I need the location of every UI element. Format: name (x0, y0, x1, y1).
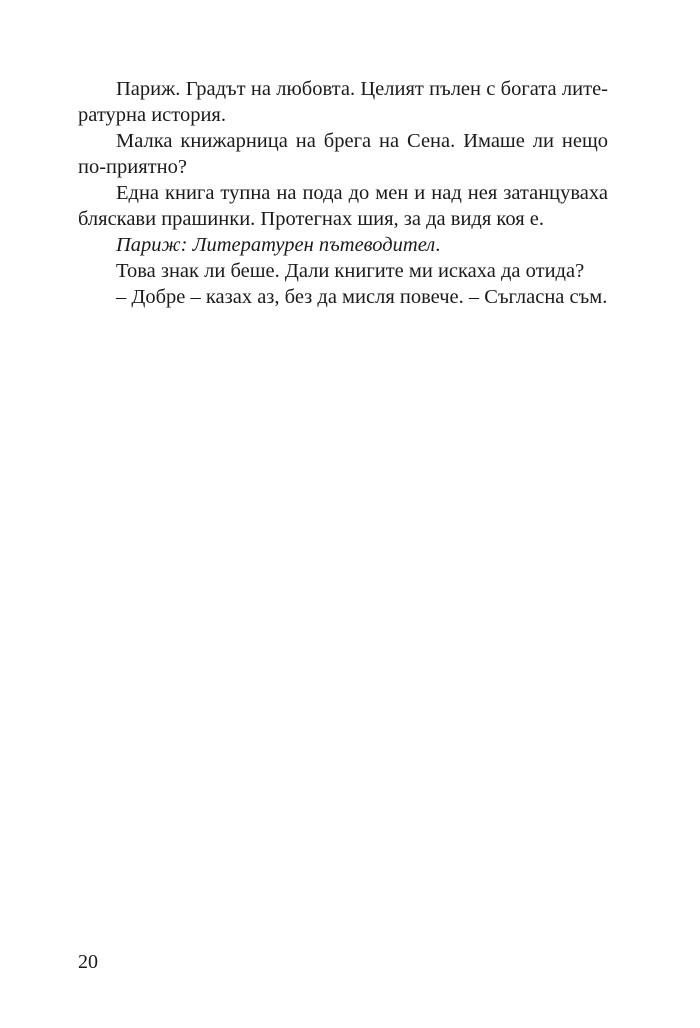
book-title: Париж: Литературен пътеводител (116, 234, 436, 256)
text-line: по-приятно? (78, 156, 187, 178)
paragraph-bookshop (78, 128, 608, 180)
paragraph-book-title (78, 232, 608, 258)
paragraph-dialogue (78, 284, 608, 310)
title-period: . (435, 234, 441, 256)
text-line: – Добре – казах аз, без да мисля повече. – Съгласна съм. (116, 286, 608, 308)
text-line: Париж. Градът на любовта. Целият пълен с богата лите- (116, 78, 608, 100)
paragraph-paris (78, 76, 608, 128)
paragraph-sign (78, 258, 608, 284)
paragraph-book-fell (78, 180, 608, 232)
page-number: 20 (78, 951, 98, 973)
body-text (78, 76, 608, 310)
text-line: Една книга тупна на пода до мен и над нея затанцуваха (116, 182, 608, 204)
text-line: ратурна история. (78, 104, 226, 126)
text-line (78, 232, 608, 258)
text-line: Това знак ли беше. Дали книгите ми искаха да отида? (116, 260, 585, 282)
text-line: бляскави прашинки. Протегнах шия, за да видя коя е. (78, 208, 544, 230)
text-line: Малка книжарница на брега на Сена. Имаше ли нещо (116, 130, 608, 152)
